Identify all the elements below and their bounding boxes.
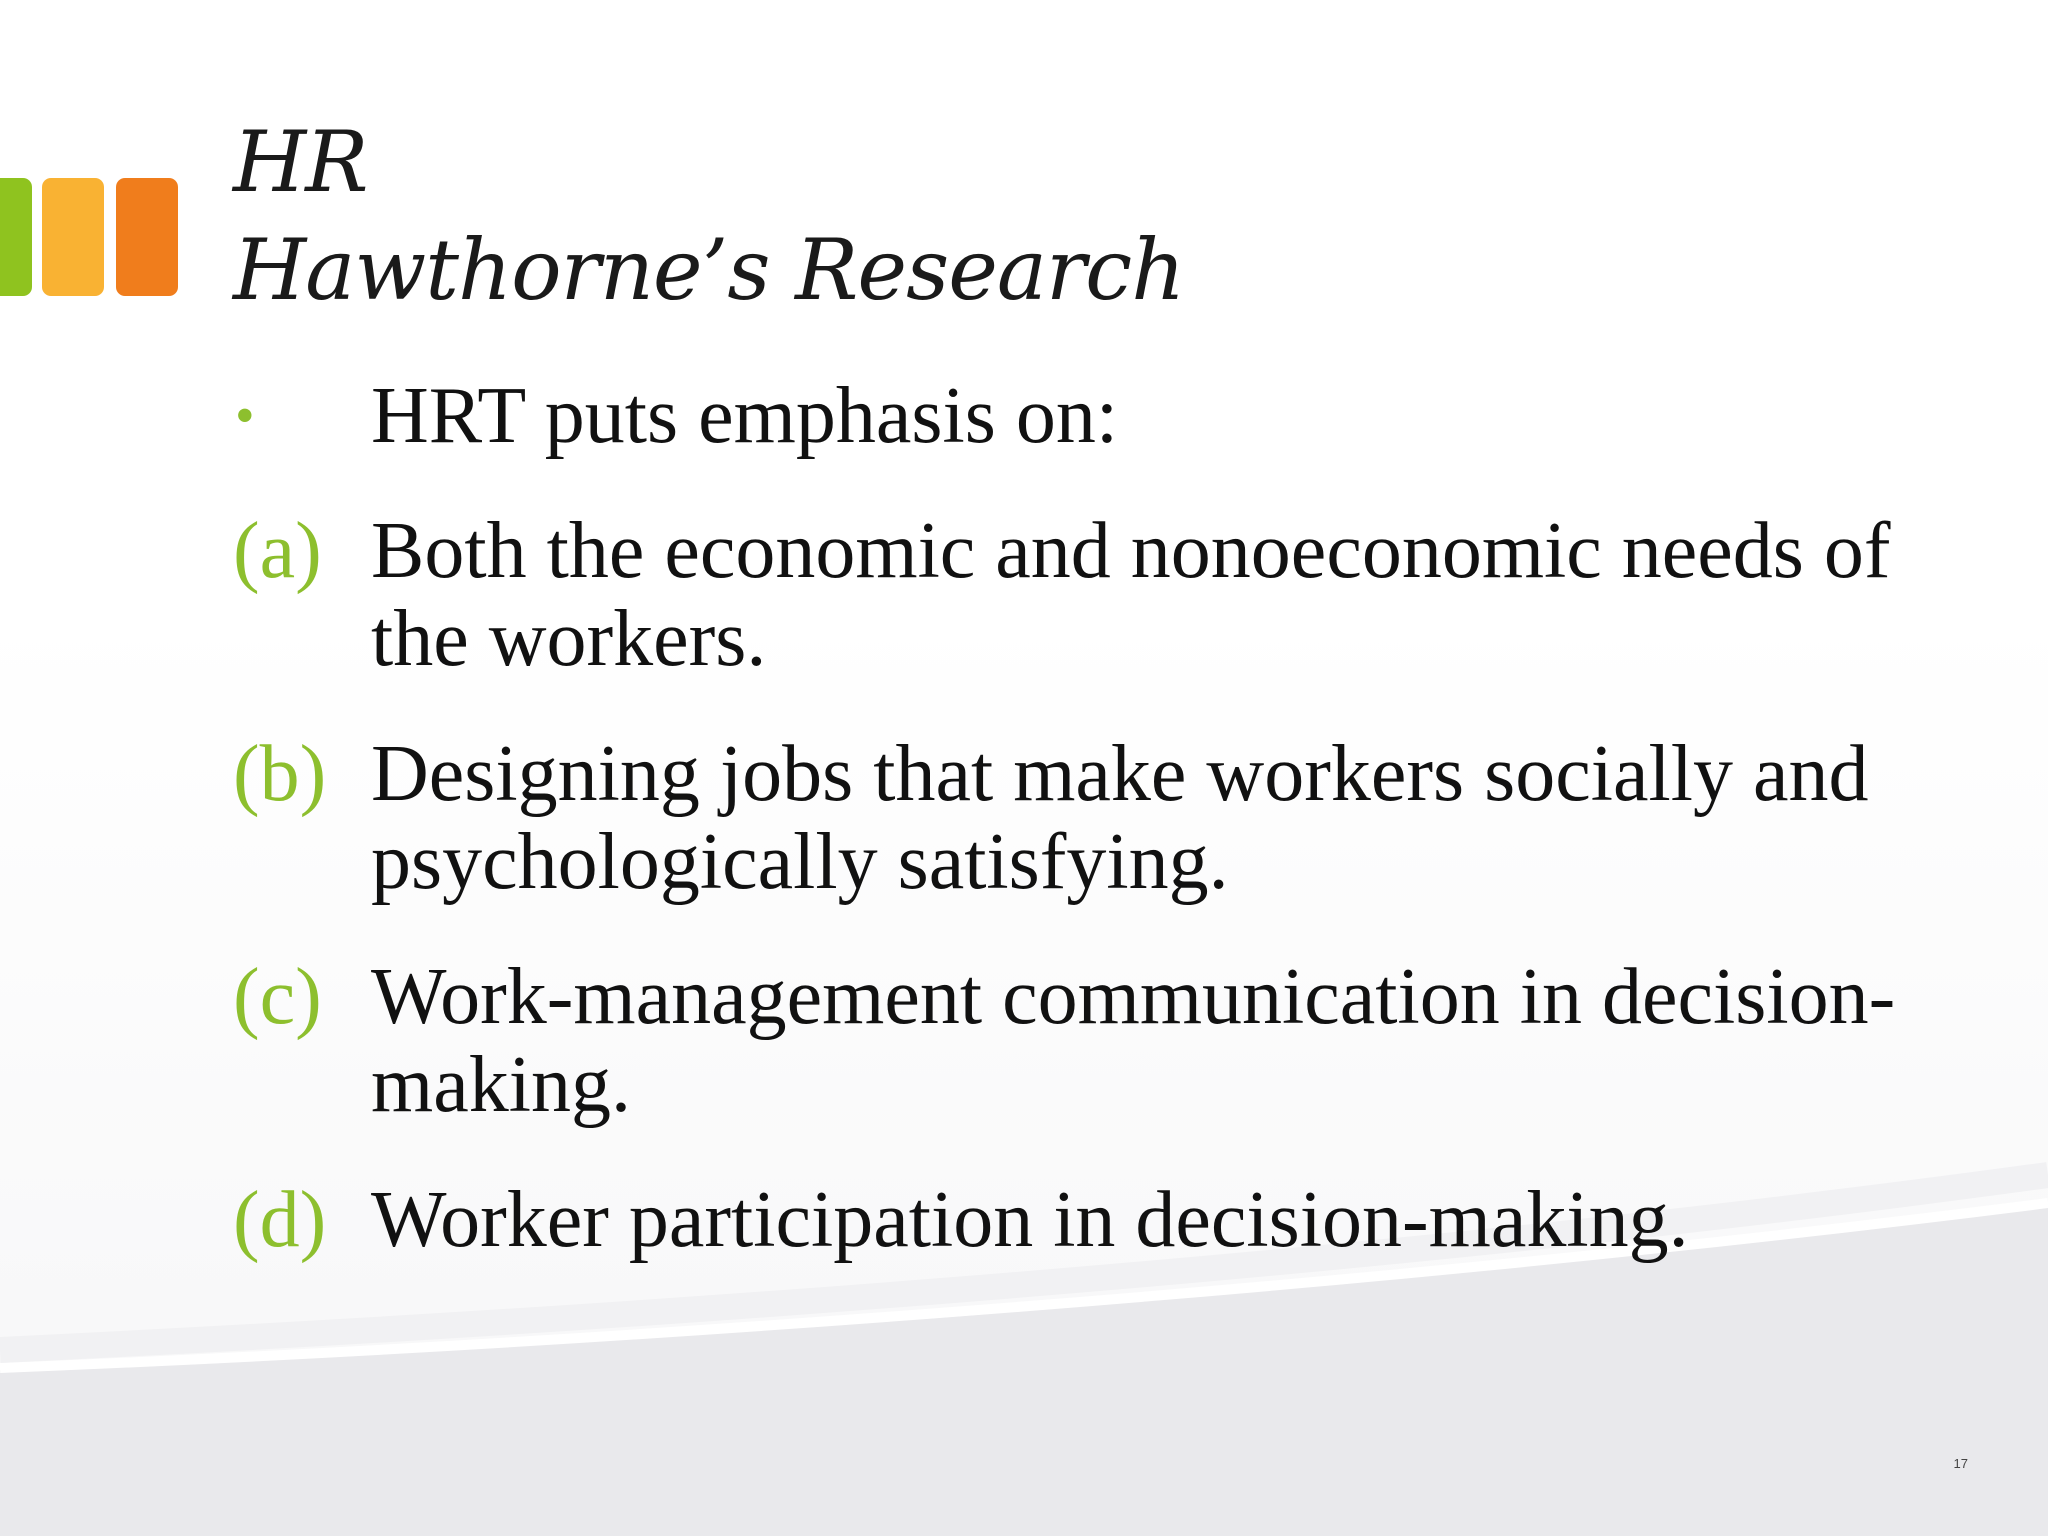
list-item-text: Designing jobs that make workers socially and psychologically satisfying. bbox=[371, 730, 1869, 906]
page-number: 17 bbox=[1953, 1456, 1968, 1471]
slide-title bbox=[233, 108, 1184, 324]
accent-bar-orange bbox=[116, 178, 178, 296]
list-item-text: HRT puts emphasis on: bbox=[371, 372, 1119, 460]
bullet-marker: • bbox=[235, 385, 255, 447]
list-marker: (a) bbox=[233, 507, 322, 595]
list-item bbox=[233, 372, 1933, 460]
list-item bbox=[233, 953, 1933, 1129]
accent-bar-yellow bbox=[42, 178, 104, 296]
list-marker: (d) bbox=[233, 1176, 327, 1264]
list-item-text: Worker participation in decision-making. bbox=[371, 1176, 1689, 1264]
accent-bars bbox=[0, 178, 180, 296]
list-item bbox=[233, 1176, 1933, 1264]
title-line-2: Hawthorne’s Research bbox=[233, 221, 1185, 319]
title-line-1: HR bbox=[233, 113, 368, 211]
bullet-list bbox=[233, 372, 1933, 1311]
list-item-text: Work-management communication in decision-making. bbox=[371, 953, 1896, 1129]
list-item bbox=[233, 507, 1933, 683]
list-item bbox=[233, 730, 1933, 906]
accent-bar-green bbox=[0, 178, 32, 296]
list-marker: (c) bbox=[233, 953, 322, 1041]
list-item-text: Both the economic and nonoeconomic needs of the workers. bbox=[371, 507, 1891, 683]
list-marker: (b) bbox=[233, 730, 327, 818]
